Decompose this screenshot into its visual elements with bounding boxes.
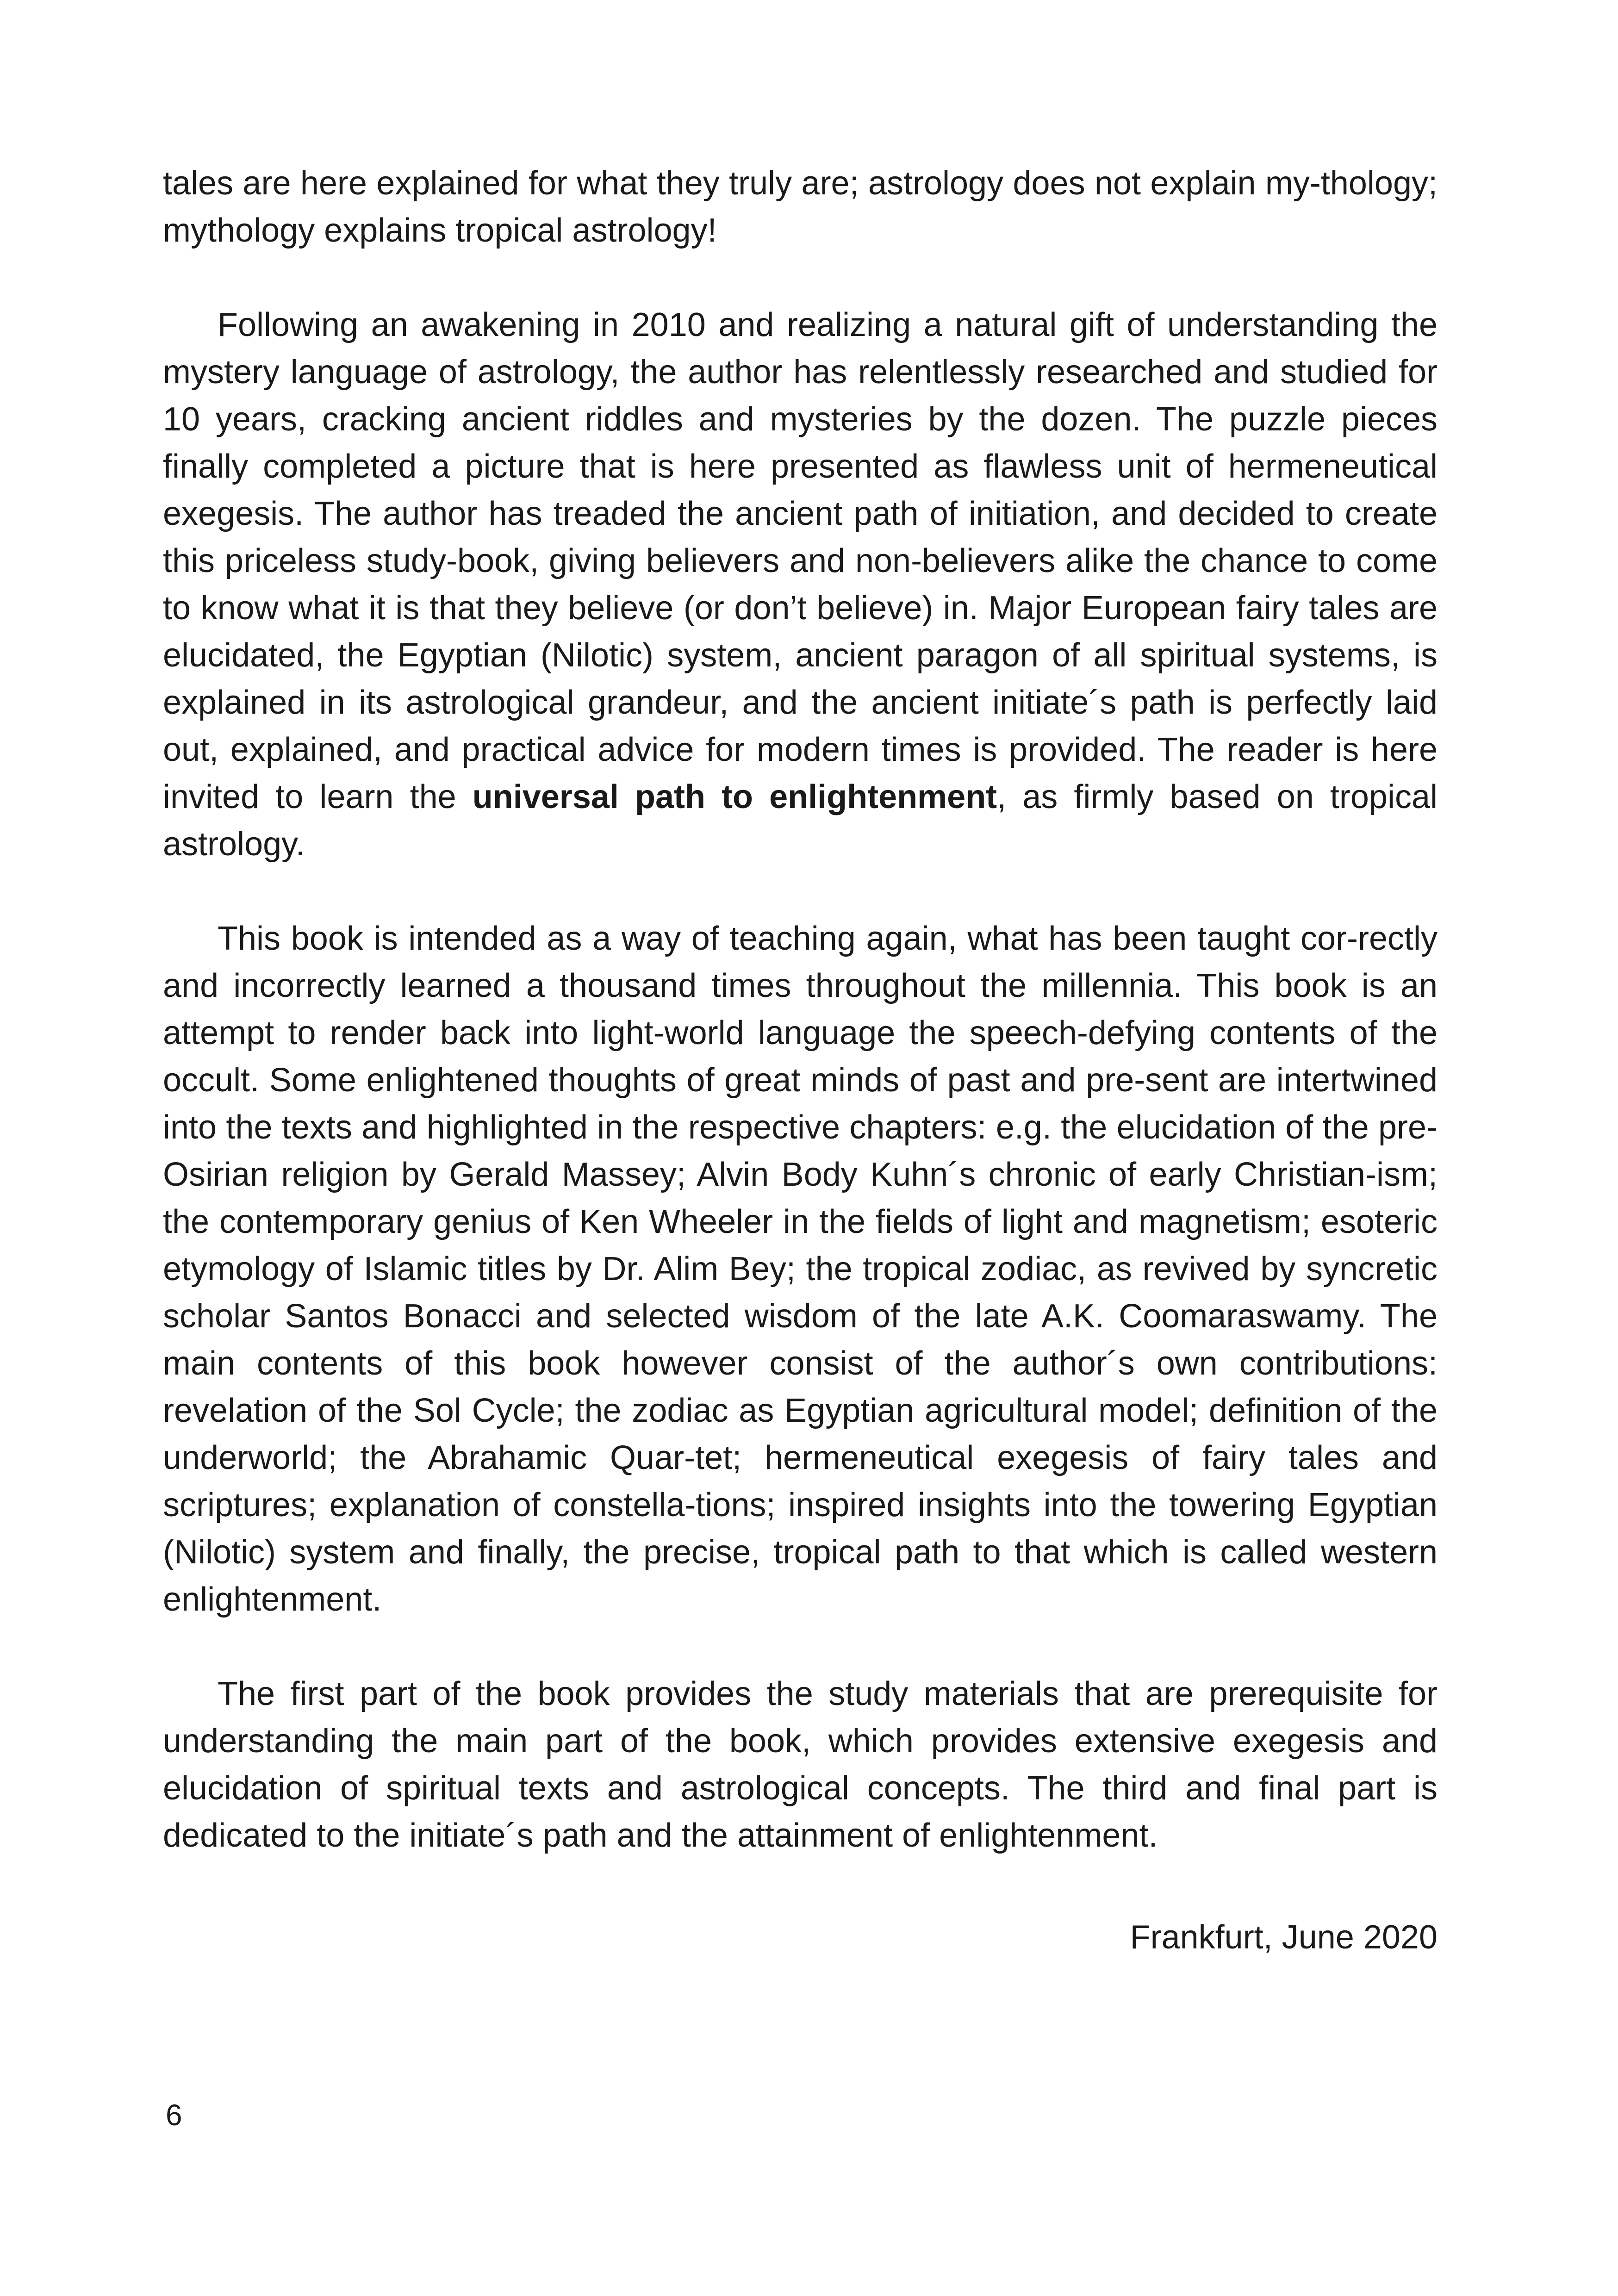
place-date-signature: Frankfurt, June 2020: [1130, 1919, 1438, 1956]
paragraph-3: This book is intended as a way of teaching again, what has been taught cor-rectly and incorrectly learned a thousand times throughout the millennia. This book is an attempt to render back into light-world language the speech-defying contents of the occult. Some enlightened thoughts of great minds of past and pre-sent are intertwined into the texts and highlighted in the respective chapters: e.g. the elucidation of the pre-Osirian religion by Gerald Massey; Alvin Body Kuhn´s chronic of early Christian-ism; the contemporary genius of Ken Wheeler in the fields of light and magnetism; esoteric etymology of Islamic titles by Dr. Alim Bey; the tropical zodiac, as revived by syncretic scholar Santos Bonacci and selected wisdom of the late A.K. Coomaraswamy. The main contents of this book however consist of the author´s own contributions: revelation of the Sol Cycle; the zodiac as Egyptian agricultural model; definition of the underworld; the Abrahamic Quar-tet; hermeneutical exegesis of fairy tales and scriptures; explanation of constella-tions; inspired insights into the towering Egyptian (Nilotic) system and finally, the precise, tropical path to that which is called western enlightenment.: [163, 920, 1438, 1618]
paragraph-2-text: Following an awakening in 2010 and realizing a natural gift of understanding the mystery language of astrology, the author has relentlessly researched and studied for 10 years, cracking ancient riddles and mysteries by the dozen. The puzzle pieces finally completed a picture that is here presented as flawless unit of hermeneutical exegesis. The author has treaded the ancient path of initiation, and decided to create this priceless study-book, giving believers and non-believers alike the chance to come to know what it is that they believe (or don’t believe) in. Major European fairy tales are elucidated, the Egyptian (Nilotic) system, ancient paragon of all spiritual systems, is explained in its astrological grandeur, and the ancient initiate´s path is perfectly laid out, explained, and practical advice for modern times is provided. The reader is here invited to learn the: [163, 306, 1438, 815]
page-number: 6: [166, 2098, 182, 2132]
paragraph-2-text-end: , as firmly based on tropical astrology.: [163, 778, 1438, 863]
paragraph-1: tales are here explained for what they truly are; astrology does not explain my-thology; mythology explains tropical astrology!: [163, 165, 1438, 249]
paragraph-4: The first part of the book provides the study materials that are prerequisite for understanding the main part of the book, which provides extensive exegesis and elucidation of spiritual texts and astrological concepts. The third and final part is dedicated to the initiate´s path and the attainment of enlightenment.: [163, 1675, 1438, 1854]
paragraph-2: [163, 301, 1438, 868]
body-text: [163, 160, 1438, 1906]
paragraph-2-bold-phrase: universal path to enlightenment: [472, 778, 997, 815]
